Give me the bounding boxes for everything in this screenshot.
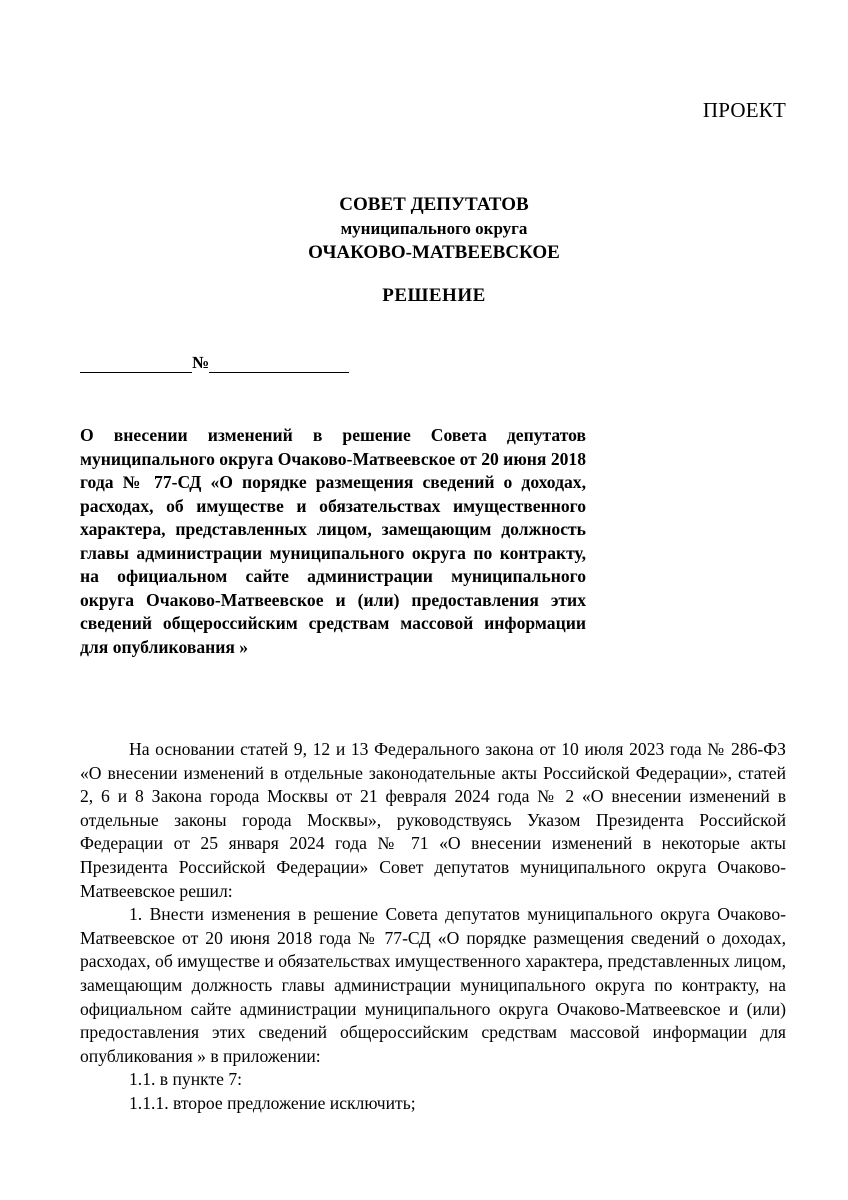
district-subtitle: муниципального округа — [340, 219, 528, 238]
decision-title: РЕШЕНИЕ — [382, 285, 486, 306]
number-blank — [209, 352, 349, 373]
item-1-1-paragraph: 1.1. в пункте 7: — [129, 1069, 243, 1090]
document-header — [0, 193, 848, 265]
date-number-line — [80, 352, 349, 373]
decision-subject-text: О внесении изменений в решение Совета депутатов муниципального округа Очаково-Матвеевское от 20 июня 2018 года № 77-СД «О порядке размещения сведений о доходах, расходах, об имуществе и обязательствах имущественного характера, представленных лицом, замещающим должность главы администрации муниципального округа по контракту, на официальном сайте администрации муниципального округа Очаково-Матвеевское и (или) предоставления этих сведений общероссийским средствам массовой информации для опубликования » — [80, 425, 587, 657]
decision-subject — [80, 424, 586, 659]
number-sign: № — [192, 353, 210, 372]
preamble-paragraph: На основании статей 9, 12 и 13 Федерального закона от 10 июля 2023 года № 286-ФЗ «О внесении изменений в отдельные законодательные акты Российской Федерации», статей 2, 6 и 8 Закона города Москвы от 21 февраля 2024 года № 2 «О внесении изменений в отдельные законы города Москвы», руководствуясь Указом Президента Российской Федерации от 25 января 2024 года № 71 «О внесении изменений в некоторые акты Президента Российской Федерации» Совет депутатов муниципального округа Очаково-Матвеевское решил: — [80, 739, 786, 901]
item-1-1-1-paragraph: 1.1.1. второе предложение исключить; — [129, 1092, 416, 1113]
item-1-paragraph: 1. Внести изменения в решение Совета депутатов муниципального округа Очаково-Матвеевское от 20 июня 2018 года № 77-СД «О порядке размещения сведений о доходах, расходах, об имуществе и обязательствах имущественного характера, представленных лицом, замещающим должность главы администрации муниципального округа по контракту, на официальном сайте администрации муниципального округа Очаково-Матвеевское и (или) предоставления этих сведений общероссийским средствам массовой информации для опубликования » в приложении: — [80, 904, 786, 1066]
council-title: СОВЕТ ДЕПУТАТОВ — [339, 194, 529, 215]
project-mark: ПРОЕКТ — [702, 98, 786, 122]
date-blank — [80, 352, 192, 373]
document-body — [80, 738, 786, 1116]
district-name: ОЧАКОВО-МАТВЕЕВСКОЕ — [308, 242, 560, 263]
